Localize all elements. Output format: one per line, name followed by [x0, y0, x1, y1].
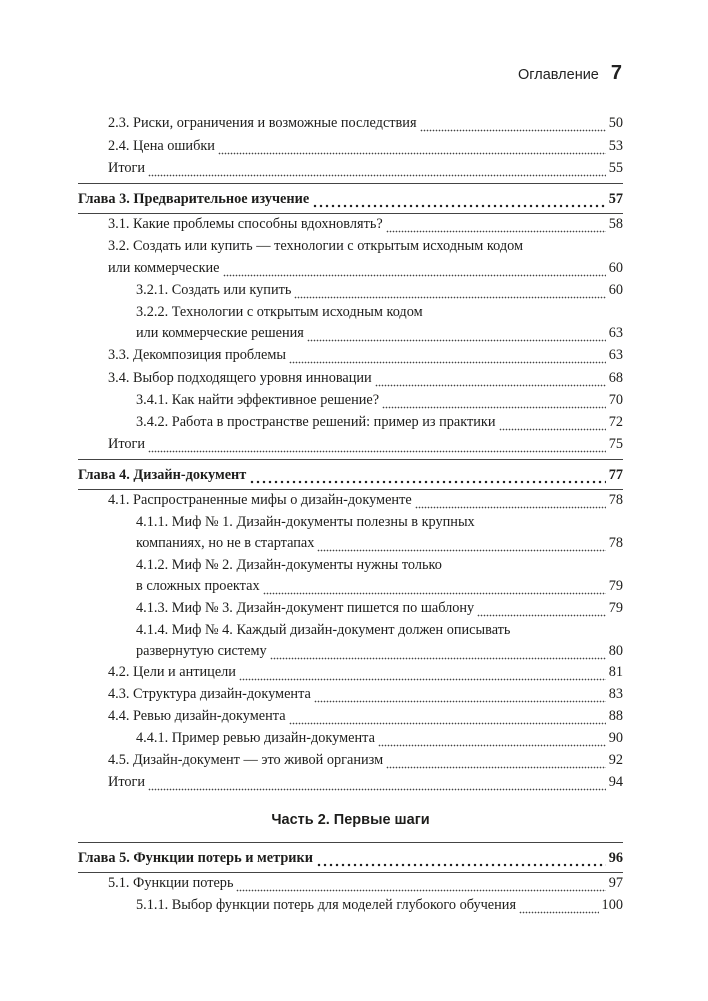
part-title: Часть 2. Первые шаги	[271, 812, 430, 828]
toc-entry: 4.2. Цели и антицели 81	[78, 662, 623, 683]
toc-entry: 3.4. Выбор подходящего уровня инновации 68	[78, 368, 623, 389]
toc-entry: Итоги 94	[78, 772, 623, 793]
toc-entry: 4.4. Ревью дизайн-документа 88	[78, 706, 623, 727]
toc-chapter: Глава 4. Дизайн-документ 77	[78, 465, 623, 486]
toc-entry: 2.3. Риски, ограничения и возможные последствия 50	[78, 113, 623, 134]
divider	[78, 183, 623, 184]
toc-entry: 3.1. Какие проблемы способны вдохновлять? 58	[78, 214, 623, 235]
toc-entry: 5.1. Функции потерь 97	[78, 873, 623, 894]
page-number: 7	[610, 62, 622, 84]
toc-entry: или коммерческие решения 63	[78, 323, 623, 344]
toc-entry: или коммерческие 60	[78, 258, 623, 279]
toc-entry: 3.3. Декомпозиция проблемы 63	[78, 345, 623, 366]
toc-entry-first-line: 3.2. Создать или купить — технологии с открытым исходным кодом	[108, 238, 524, 254]
divider	[78, 459, 623, 460]
running-head-title: Оглавление	[518, 67, 599, 83]
toc-entry: 4.5. Дизайн-документ — это живой организм 92	[78, 750, 623, 771]
toc-entry: 5.1.1. Выбор функции потерь для моделей глубокого обучения 100	[78, 895, 623, 916]
toc-entry: 3.4.2. Работа в пространстве решений: пример из практики 72	[78, 412, 623, 433]
toc-entry: в сложных проектах 79	[78, 576, 623, 597]
toc-entry-first-line: 4.1.2. Миф № 2. Дизайн-документы нужны только	[136, 557, 442, 573]
toc-chapter: Глава 3. Предварительное изучение 57	[78, 189, 623, 210]
divider	[78, 842, 623, 843]
toc-entry: 4.4.1. Пример ревью дизайн-документа 90	[78, 728, 623, 749]
running-head	[518, 62, 622, 85]
toc-entry: Итоги 75	[78, 434, 623, 455]
toc-entry-first-line: 4.1.4. Миф № 4. Каждый дизайн-документ должен описывать	[136, 622, 511, 638]
toc-entry: компаниях, но не в стартапах 78	[78, 533, 623, 554]
toc-entry: 2.4. Цена ошибки 53	[78, 136, 623, 157]
toc-entry-first-line: 4.1.1. Миф № 1. Дизайн-документы полезны в крупных	[136, 514, 475, 530]
toc-entry: 4.3. Структура дизайн-документа 83	[78, 684, 623, 705]
toc-entry: развернутую систему 80	[78, 641, 623, 662]
toc-entry: Итоги 55	[78, 158, 623, 179]
toc-entry: 3.4.1. Как найти эффективное решение? 70	[78, 390, 623, 411]
toc-entry: 3.2.1. Создать или купить 60	[78, 280, 623, 301]
toc-entry: 4.1. Распространенные мифы о дизайн-документе 78	[78, 490, 623, 511]
toc-chapter: Глава 5. Функции потерь и метрики 96	[78, 848, 623, 869]
toc-entry-first-line: 3.2.2. Технологии с открытым исходным кодом	[136, 304, 423, 320]
toc-entry: 4.1.3. Миф № 3. Дизайн-документ пишется по шаблону 79	[78, 598, 623, 619]
